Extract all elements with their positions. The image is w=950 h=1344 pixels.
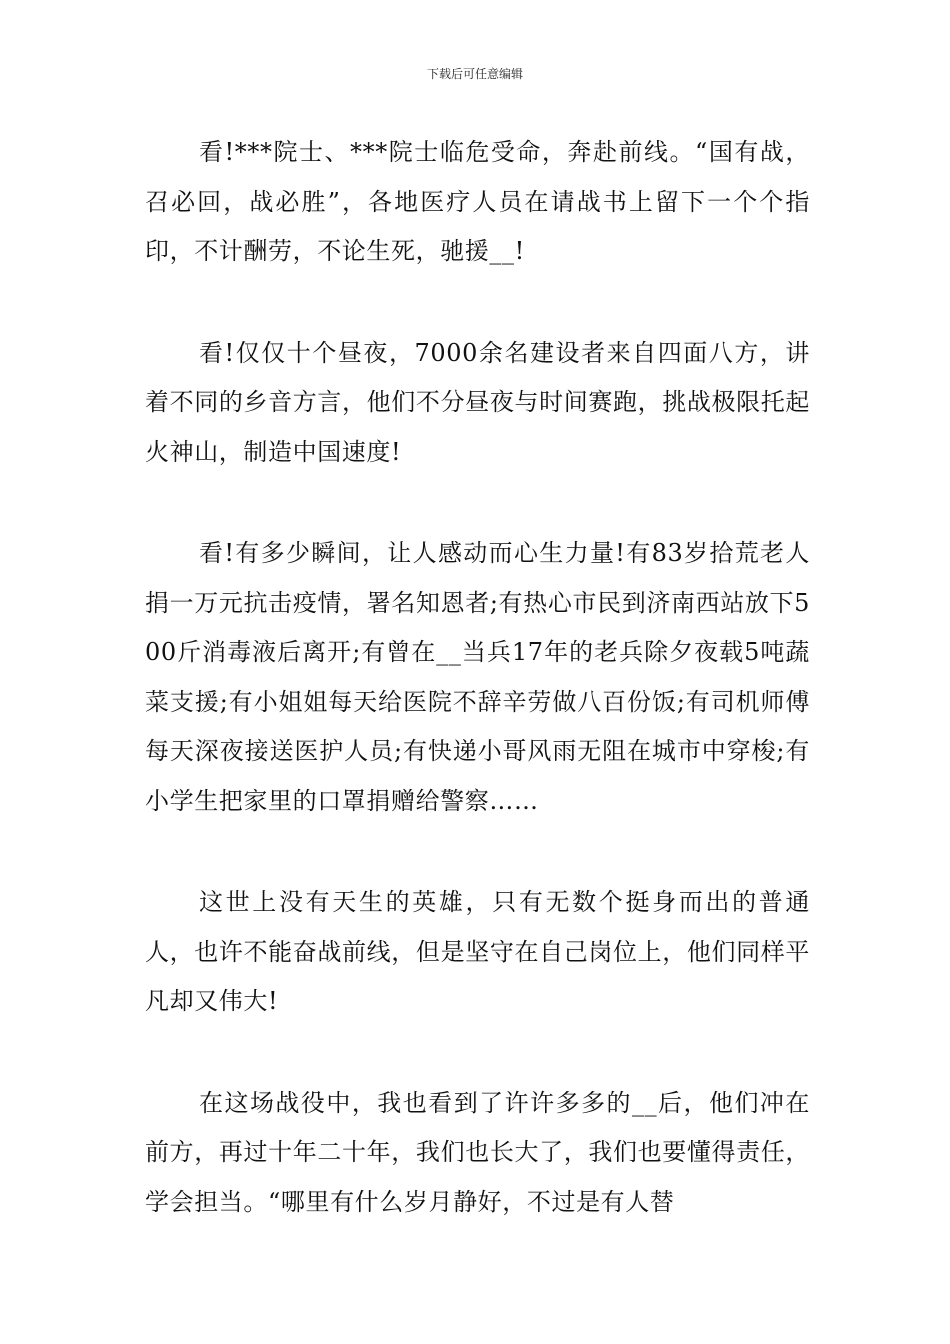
document-body <box>145 128 810 1227</box>
paragraph-responsibility: 在这场战役中，我也看到了许许多多的__后，他们冲在前方，再过十年二十年，我们也长大了，我们也要懂得责任，学会担当。“哪里有什么岁月静好，不过是有人替 <box>145 1088 810 1216</box>
paragraph-ordinary-heroes: 这世上没有天生的英雄，只有无数个挺身而出的普通人，也许不能奋战前线，但是坚守在自己岗位上，他们同样平凡却又伟大! <box>145 888 810 1015</box>
paragraph-moving-moments: 看!有多少瞬间，让人感动而心生力量!有83岁拾荒老人捐一万元抗击疫情，署名知恩者;有热心市民到济南西站放下500斤消毒液后离开;有曾在__当兵17年的老兵除夕夜载5吨蔬菜支援;有小姐姐每天给医院不辞辛劳做八百份饭;有司机师傅每天深夜接送医护人员;有快递小哥风雨无阻在城市中穿梭;有小学生把家里的口罩捐赠给警察…… <box>145 539 810 815</box>
page-header: 下载后可任意编辑 <box>426 67 523 81</box>
paragraph-builders: 看!仅仅十个昼夜，7000余名建设者来自四面八方，讲着不同的乡音方言，他们不分昼夜与时间赛跑，挑战极限托起火神山，制造中国速度! <box>145 338 810 466</box>
paragraph-academicians: 看!***院士、***院士临危受命，奔赴前线。“国有战，召必回，战必胜”，各地医疗人员在请战书上留下一个个指印，不计酬劳，不论生死，驰援__! <box>145 138 810 265</box>
